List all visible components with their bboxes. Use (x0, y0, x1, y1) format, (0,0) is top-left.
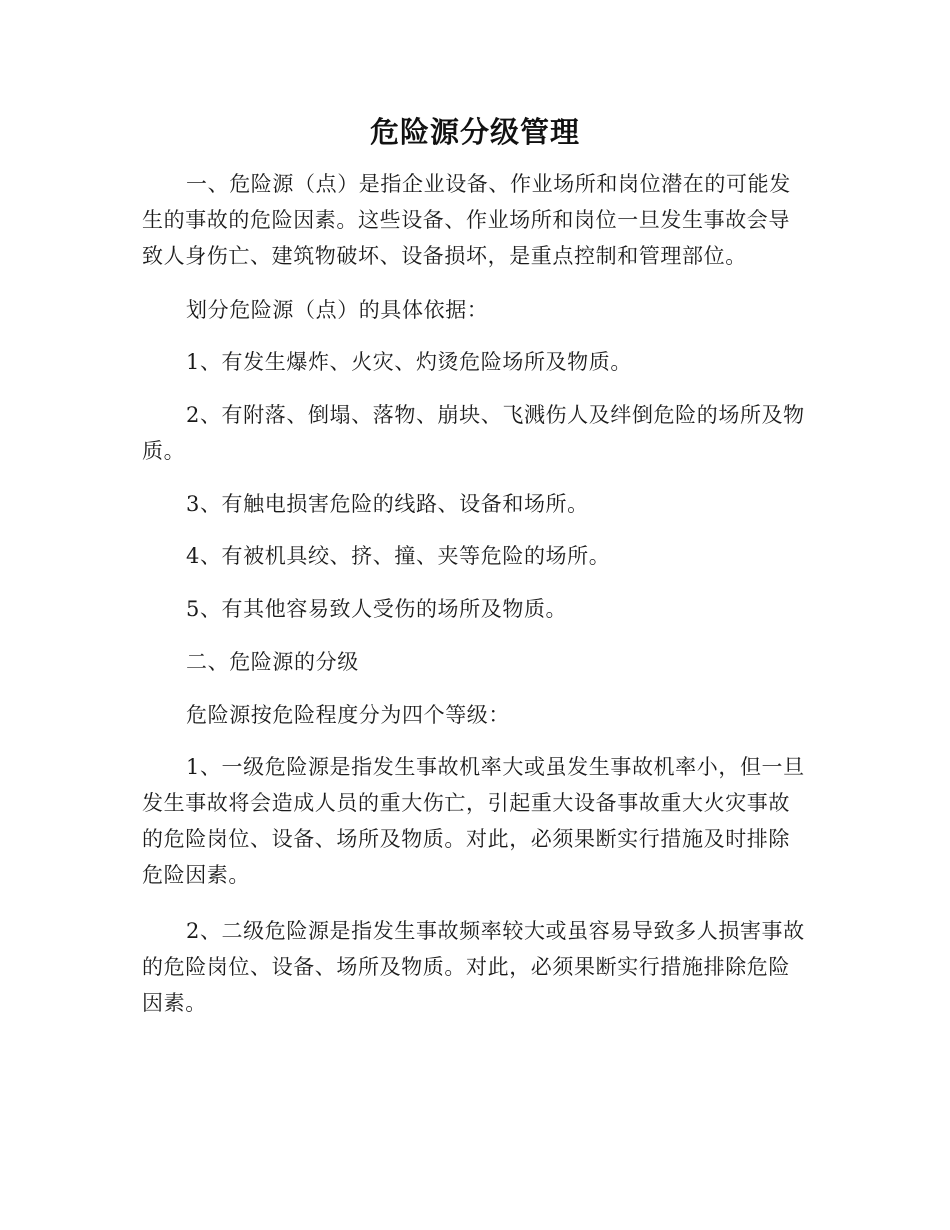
paragraph-basis-item-4: 4、有被机具绞、挤、撞、夹等危险的场所。 (186, 544, 611, 568)
paragraph-basis-item-5: 5、有其他容易致人受伤的场所及物质。 (186, 597, 568, 621)
paragraph-definition: 一、危险源（点）是指企业设备、作业场所和岗位潜在的可能发生的事故的危险因素。这些设备、作业场所和岗位一旦发生事故会导致人身伤亡、建筑物破坏、设备损坏，是重点控制和管理部位。 (142, 172, 791, 268)
paragraph-levels-intro: 危险源按危险程度分为四个等级： (186, 703, 510, 727)
paragraph-basis-item-3: 3、有触电损害危险的线路、设备和场所。 (186, 492, 589, 516)
paragraph-level-1: 1、一级危险源是指发生事故机率大或虽发生事故机率小，但一旦发生事故将会造成人员的重大伤亡，引起重大设备事故重大火灾事故的危险岗位、设备、场所及物质。对此，必须果断实行措施及时排除危险因素。 (142, 755, 805, 887)
paragraph-basis-heading: 划分危险源（点）的具体依据： (186, 298, 489, 322)
paragraph-basis-item-2: 2、有附落、倒塌、落物、崩块、飞溅伤人及绊倒危险的场所及物质。 (142, 403, 805, 463)
paragraph-level-2: 2、二级危险源是指发生事故频率较大或虽容易导致多人损害事故的危险岗位、设备、场所及物质。对此，必须果断实行措施排除危险因素。 (142, 919, 805, 1015)
document-title: 危险源分级管理 (369, 115, 580, 149)
section-heading-classification: 二、危险源的分级 (186, 650, 359, 674)
paragraph-basis-item-1: 1、有发生爆炸、火灾、灼烫危险场所及物质。 (186, 350, 632, 374)
